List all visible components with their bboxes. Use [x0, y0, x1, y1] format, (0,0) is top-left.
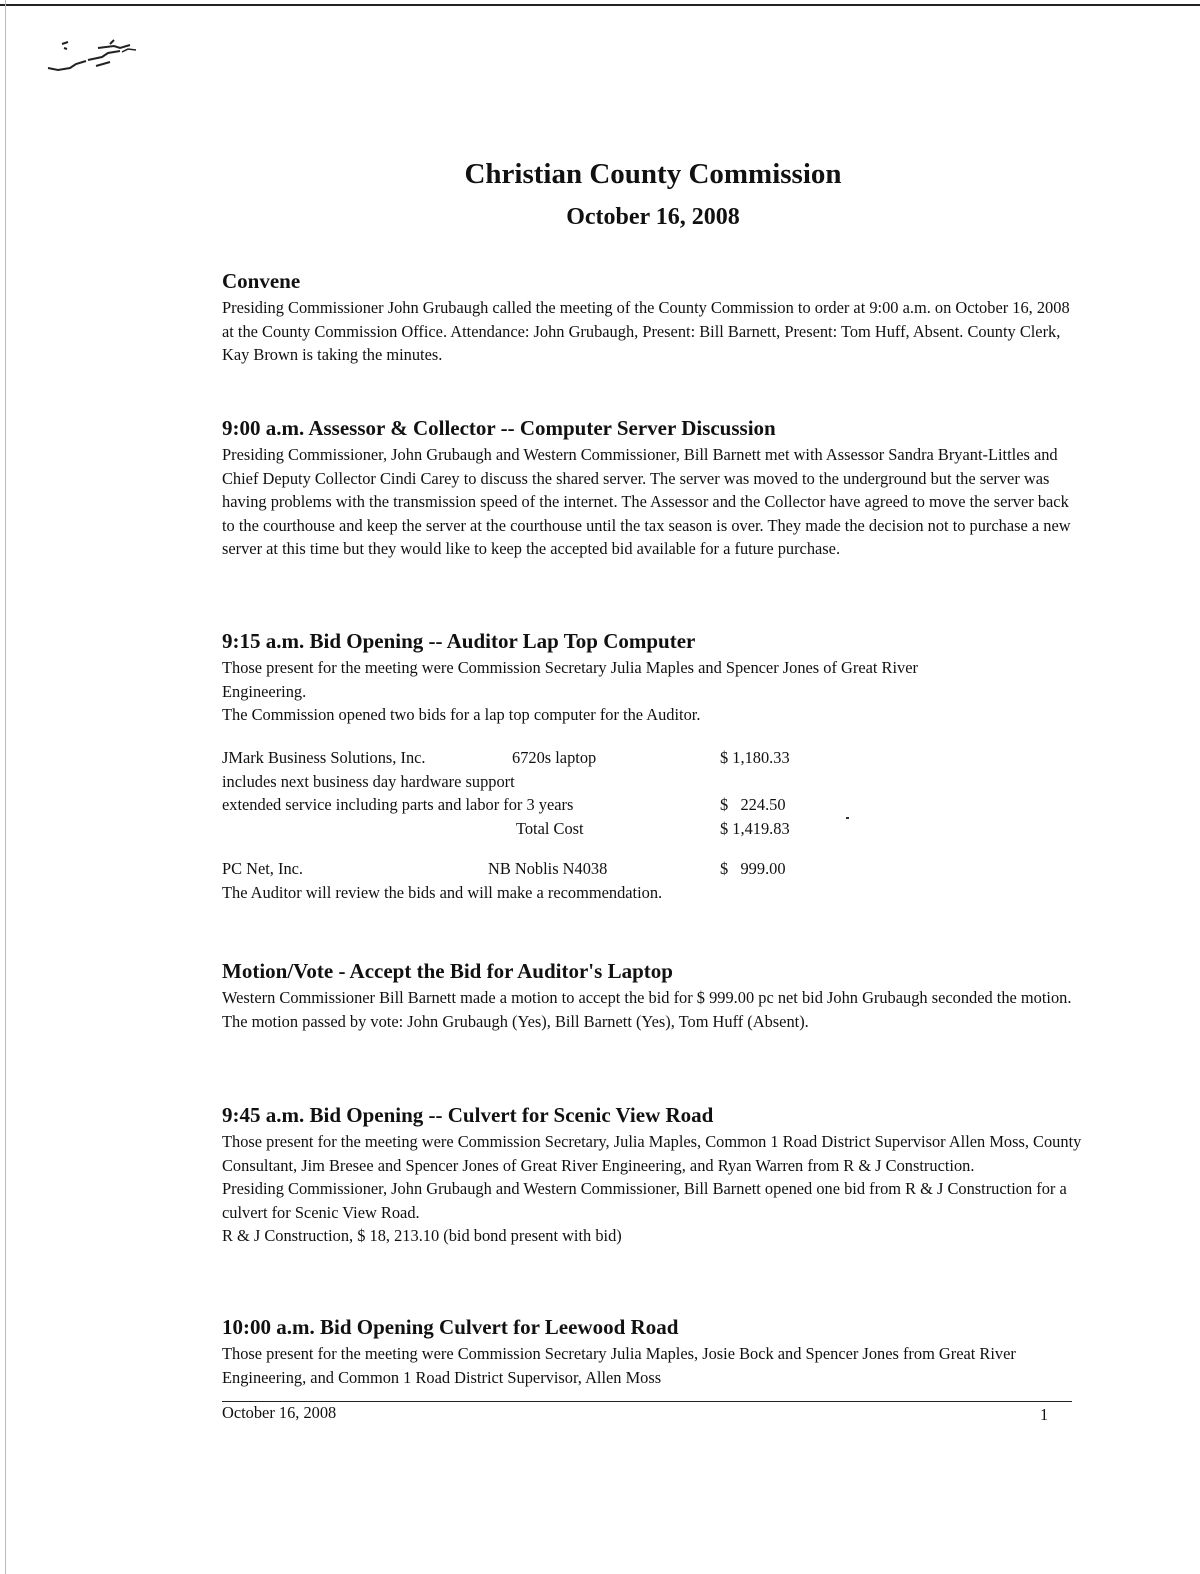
section-body-line: Those present for the meeting were Commission Secretary Julia Maples and Spencer Jones of Great River [222, 658, 918, 677]
bid-note-row [222, 793, 862, 817]
bid-price: $ 999.00 [720, 859, 786, 878]
section-body: Presiding Commissioner, John Grubaugh and Western Commissioner, Bill Barnett met with Assessor Sandra Bryant-Littles and Chief Deputy Collector Cindi Carey to discuss the shared server. The server was moved to the underground but the server was having problems with the transmission speed of the internet. The Assessor and the Collector have agreed to move the server back to the courthouse and keep the server at the courthouse until the tax season is over. They made the decision not to purchase a new server at this time but they would like to keep the accepted bid available for a future purchase. [222, 445, 1071, 558]
bid-model: 6720s laptop [512, 748, 597, 767]
bid-note: extended service including parts and labor for 3 years [222, 795, 574, 814]
section-heading: 9:15 a.m. Bid Opening -- Auditor Lap Top Computer [222, 629, 696, 653]
top-border-line [0, 4, 1200, 6]
bid-note: includes next business day hardware support [222, 771, 515, 791]
section-heading: Motion/Vote - Accept the Bid for Auditor's Laptop [222, 959, 673, 983]
section-body: Presiding Commissioner John Grubaugh called the meeting of the County Commission to order at 9:00 a.m. on October 16, 2008 at the County Commission Office. Attendance: John Grubaugh, Present: Bill Barnett, Present: Tom Huff, Absent. County Clerk, Kay Brown is taking the minutes. [222, 298, 1070, 364]
section-body-line: Engineering. [222, 681, 307, 701]
section-heading: 9:00 a.m. Assessor & Collector -- Computer Server Discussion [222, 416, 776, 440]
bid-table [222, 746, 862, 904]
section-server-discussion [222, 415, 1082, 561]
section-heading: Convene [222, 269, 301, 293]
bid-vendor: PC Net, Inc. [222, 859, 304, 878]
section-body: Western Commissioner Bill Barnett made a motion to accept the bid for $ 999.00 pc net bid John Grubaugh seconded the motion. The motion passed by vote: John Grubaugh (Yes), Bill Barnett (Yes), Tom Huff (Absent). [222, 988, 1072, 1031]
section-convene [222, 268, 1082, 367]
handwritten-mark-icon [40, 38, 150, 88]
bid-vendor: JMark Business Solutions, Inc. [222, 748, 426, 767]
section-laptop-bid [222, 628, 1082, 727]
section-body-line: The Commission opened two bids for a lap top computer for the Auditor. [222, 705, 701, 724]
bid-total-row [222, 817, 862, 841]
bid-closing: The Auditor will review the bids and will make a recommendation. [222, 882, 663, 902]
bid-row-jmark [222, 746, 862, 770]
left-scan-edge [5, 0, 6, 1574]
document-date: October 16, 2008 [566, 204, 740, 230]
bid-price: $ 224.50 [720, 795, 786, 814]
section-scenic-view-bid [222, 1102, 1082, 1248]
footer-date: October 16, 2008 [222, 1403, 337, 1422]
section-heading: 9:45 a.m. Bid Opening -- Culvert for Scenic View Road [222, 1103, 714, 1127]
section-leewood-bid [222, 1314, 1082, 1389]
bid-price: $ 1,180.33 [720, 748, 790, 767]
bid-total-price: $ 1,419.83 [720, 818, 790, 838]
bid-model: NB Noblis N4038 [488, 859, 608, 878]
footer-rule [222, 1401, 1072, 1402]
scan-speck [846, 817, 849, 819]
bid-total-label: Total Cost [516, 818, 584, 838]
section-body: Those present for the meeting were Commission Secretary Julia Maples, Josie Bock and Spencer Jones from Great River Engineering, and Common 1 Road District Supervisor, Allen Moss [222, 1344, 1016, 1387]
bid-closing-row [222, 881, 862, 905]
section-body-line: Presiding Commissioner, John Grubaugh and Western Commissioner, Bill Barnett opened one bid from R & J Construction for a culvert for Scenic View Road. [222, 1179, 1067, 1222]
bid-note-row [222, 770, 862, 794]
section-heading: 10:00 a.m. Bid Opening Culvert for Leewood Road [222, 1315, 679, 1339]
section-body-line: R & J Construction, $ 18, 213.10 (bid bond present with bid) [222, 1226, 622, 1245]
section-body-line: Those present for the meeting were Commission Secretary, Julia Maples, Common 1 Road District Supervisor Allen Moss, County Consultant, Jim Bresee and Spencer Jones of Great River Engineering, and Ryan Warren from R & J Construction. [222, 1132, 1082, 1175]
page-number: 1 [1040, 1405, 1049, 1424]
section-motion-vote [222, 958, 1082, 1033]
document-title: Christian County Commission [464, 158, 842, 190]
bid-row-pcnet [222, 857, 862, 881]
